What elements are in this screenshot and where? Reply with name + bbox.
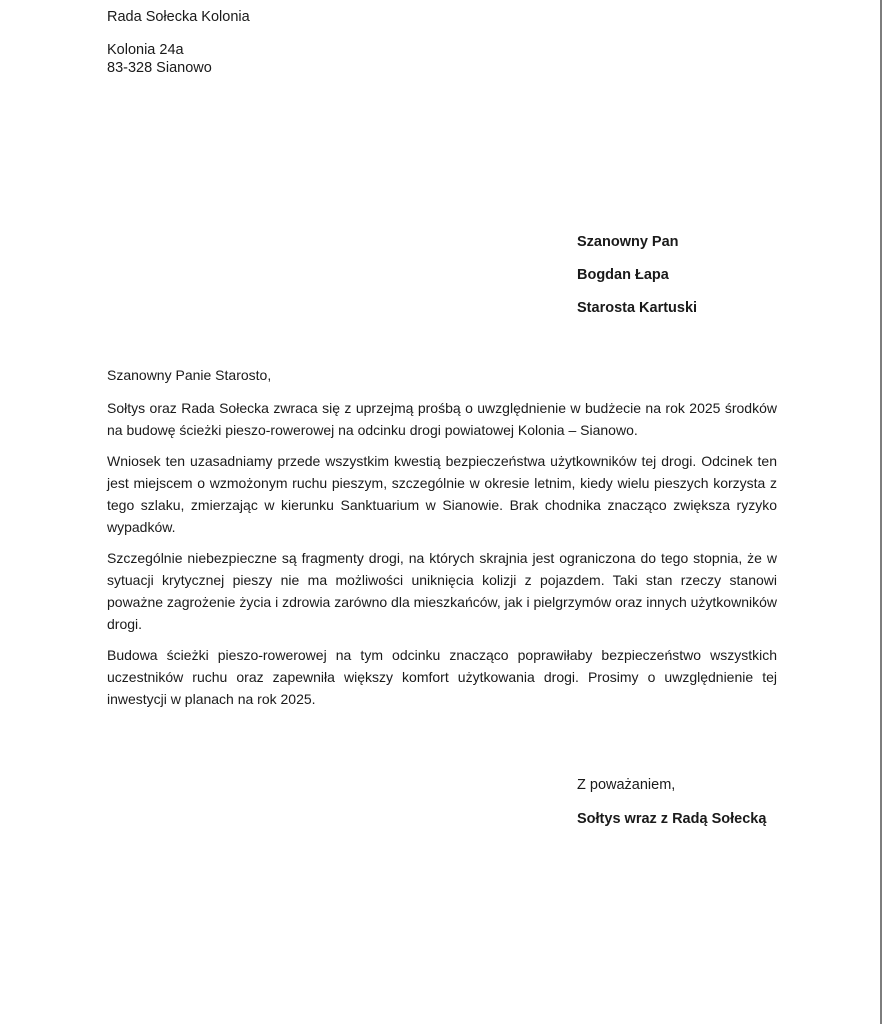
recipient-block (577, 235, 697, 334)
body-paragraph-2: Wniosek ten uzasadniamy przede wszystkim kwestią bezpieczeństwa użytkowników tej drogi. Odcinek ten jest miejscem o wzmożonym ruchu pieszym, szczególnie w okresie letnim, kiedy wielu pieszych korzysta z tego szlaku, zmierzając w kierunku Sanktuarium w Sianowie. Brak chodnika znacząco zwiększa ryzyko wypadków. (107, 453, 777, 535)
recipient-name: Bogdan Łapa (577, 267, 669, 283)
closing-block (577, 778, 766, 827)
sender-block (107, 8, 250, 77)
valediction: Z poważaniem, (577, 777, 676, 793)
letter-body (107, 364, 777, 719)
body-paragraph-1: Sołtys oraz Rada Sołecka zwraca się z uprzejmą prośbą o uwzględnienie w budżecie na rok 2025 środków na budowę ścieżki pieszo-rowerowej na odcinku drogi powiatowej Kolonia – Sianowo. (107, 400, 777, 438)
sender-name: Rada Sołecka Kolonia (107, 9, 250, 25)
recipient-honorific: Szanowny Pan (577, 234, 679, 250)
recipient-title: Starosta Kartuski (577, 300, 698, 316)
signature: Sołtys wraz z Radą Sołecką (577, 811, 767, 827)
salutation: Szanowny Panie Starosto, (107, 367, 272, 383)
page-edge-line (880, 0, 882, 1024)
body-paragraph-3: Szczególnie niebezpieczne są fragmenty drogi, na których skrajnia jest ograniczona do tego stopnia, że w sytuacji krytycznej pieszy nie ma możliwości uniknięcia kolizji z pojazdem. Taki stan rzeczy stanowi poważne zagrożenie życia i zdrowia zarówno dla mieszkańców, jak i pielgrzymów oraz innych użytkowników drogi. (107, 550, 777, 632)
sender-address-line1: Kolonia 24a (107, 42, 184, 58)
body-paragraph-4: Budowa ścieżki pieszo-rowerowej na tym odcinku znacząco poprawiłaby bezpieczeństwo wszystkich uczestników ruchu oraz zapewniła większy komfort użytkowania drogi. Prosimy o uwzględnienie tej inwestycji w planach na rok 2025. (107, 647, 777, 707)
sender-address-line2: 83-328 Sianowo (107, 60, 212, 76)
